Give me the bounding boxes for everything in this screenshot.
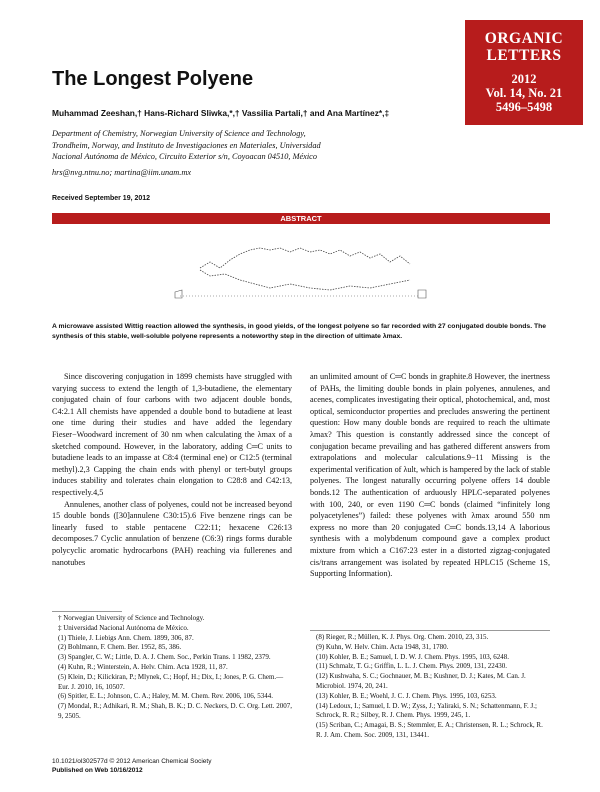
footnote: † Norwegian University of Science and Technology. (58, 614, 205, 622)
affiliation-line: Department of Chemistry, Norwegian University of Science and Technology, (52, 129, 306, 138)
footnote: ‡ Universidad Nacional Autónoma de México. (58, 623, 189, 632)
footnote: (11) Schmalz, T. G.; Griffin, L. L. J. Chem. Phys. 2009, 131, 22430. (316, 662, 508, 671)
journal-year: 2012 (511, 72, 537, 86)
contact-emails: hrs@nvg.ntnu.no; martina@iim.unam.mx (52, 168, 192, 177)
footnotes-right (316, 633, 550, 741)
footnote: (3) Spangler, C. W.; Little, D. A. J. Chem. Soc., Perkin Trans. 1 1982, 2379. (58, 653, 271, 662)
polyene-structure-graphic (170, 230, 430, 300)
footnote: (2) Bohlmann, F. Chem. Ber. 1952, 85, 386. (58, 643, 182, 652)
footnote: (7) Mondal, R.; Adhikari, R. M.; Shah, B. K.; D. C. Neckers, D. C. Org. Lett. 2007, 9, 2505. (58, 702, 292, 720)
received-date: Received September 19, 2012 (52, 195, 151, 202)
footnotes-left (58, 614, 292, 722)
page-footer (52, 757, 211, 775)
article-title: The Longest Polyene (52, 68, 254, 90)
footnote: (10) Kohler, B. E.; Samuel, I. D. W. J. Chem. Phys. 1995, 103, 6248. (316, 652, 509, 661)
abstract-heading: ABSTRACT (52, 213, 550, 224)
journal-volume: Vol. 14, No. 21 (485, 86, 563, 100)
footnote-divider (310, 630, 550, 631)
footnote-divider (52, 611, 122, 612)
journal-pages: 5496–5498 (495, 100, 553, 114)
footnote: (13) Kohler, B. E.; Woehl, J. C. J. Chem. Phys. 1995, 103, 6253. (316, 691, 497, 700)
footnote: (1) Thiele, J. Liebigs Ann. Chem. 1899, 306, 87. (58, 633, 194, 642)
body-paragraph: Since discovering conjugation in 1899 chemists have struggled with varying success to extend the length of 1,3-butadiene, the elementary conjugated chain of four carbons with two adjacent double bonds, C4:2.1 All chemists have appended a double bond to butadiene at least one time during their studies and have added the legendary Fieser−Woodward increment of 30 nm when calculating the λmax of a sketched compound. However, in the laboratory, adding C═C units to butadiene leads to an impasse at C8:4 (terminal ene) or C12:5 (terminal methyl).2,3 Capping the chain ends with phenyl or tert-butyl groups induces stability and tolerates chain elongation to C28:8 and C42:13, respectively.4,5 (52, 372, 292, 497)
abstract-text: A microwave assisted Wittig reaction allowed the synthesis, in good yields, of the longest polyene so far recorded with 27 conjugated double bonds. The synthesis of this stable, well-soluble polyene represents a noteworthy step in the direction of ultimate λmax. (52, 323, 547, 340)
body-column-left (52, 371, 292, 568)
affiliation-line: Nacional Autónoma de México, Circuito Exterior s/n, Coyoacan 04510, México (52, 152, 317, 161)
footnote: (5) Klein, D.; Kilickiran, P.; Mlynek, C.; Hopf, H.; Dix, I.; Jones, P. G. Chem.—Eur. J. 2010, 16, 10507. (58, 672, 284, 691)
footnote: (9) Kuhn, W. Helv. Chim. Acta 1948, 31, 1780. (316, 642, 449, 651)
footnote: (14) Ledoux, I.; Samuel, I. D. W.; Zyss, J.; Yaliraki, S. N.; Schattenmann, F. J.; Schrock, R. R.; Silbey, R. J. Chem. Phys. 1999, 245, 1. (316, 701, 537, 720)
author-list: Muhammad Zeeshan,† Hans-Richard Sliwka,*,† Vassilia Partali,† and Ana Martínez*,‡ (52, 108, 390, 118)
body-paragraph: Annulenes, another class of polyenes, could not be increased beyond 15 double bonds ([30]annulene C30:15).6 Five benzene rings can be linearly fused to stable pentacene C22:11; hexacene C26:13 decomposes.7 Cyclic annulation of benzene (C6:3) rings forms durable polycyclic aromatic hydrocarbons (PAH) reaching via fullerenes and nanotubes (52, 499, 292, 567)
footnote: (4) Kuhn, R.; Winterstein, A. Helv. Chim. Acta 1928, 11, 87. (58, 662, 228, 671)
published-date: Published on Web 10/16/2012 (52, 767, 143, 774)
doi-copyright: 10.1021/ol302577d © 2012 American Chemical Society (52, 758, 212, 765)
body-paragraph: an unlimited amount of C═C bonds in graphite.8 However, the inertness of PAHs, the limiting double bonds in plain polyenes, annulenes, and acenes, complicates investigating their optical, photochemical, and, most optical, semiconductor properties and precludes answering the pertinent question: How many double bonds are required to reach the ultimate λmax? This question is constantly addressed since the concept of conjugation became prevailing and has gathered different answers from extrapolations and molecular calculations.9−11 Missing is the experimental verification of λult, which is hampered by the lack of stable polyenes. The longest naturally occurring polyene offers 14 double bonds.12 The authentication of arduously HPLC-separated polyenes with 100, 240, or even 1190 C═C bonds (claimed “infinitely long polyacetylenes”) failed: these polyenes with λmax around 550 nm express no more than 20 conjugated C═C bonds.13,14 A laborious synthesis with a molybdenum compound gave a complex product mixture from which a C167:23 ester in a distorted zigzag-conjugated cis/trans arrangement was isolated by repeated HPLC15 (Scheme 1S, Supporting Information). (310, 372, 550, 579)
affiliations (52, 128, 402, 163)
journal-name-line2: LETTERS (486, 47, 562, 64)
footnote: (6) Spitler, E. L.; Johnson, C. A.; Haley, M. M. Chem. Rev. 2006, 106, 5344. (58, 692, 274, 701)
footnote: (12) Kushwaha, S. C.; Gochnauer, M. B.; Kushner, D. J.; Kates, M. Can. J. Microbiol. 1974, 20, 241. (316, 672, 526, 690)
journal-name-line1: ORGANIC (484, 30, 564, 47)
journal-badge (465, 20, 583, 125)
footnote: (15) Scriban, C.; Amagai, B. S.; Stemmler, E. A.; Christensen, R. L.; Schrock, R. R. J. Am. Chem. Soc. 2009, 131, 13441. (316, 721, 543, 739)
body-column-right (310, 371, 550, 580)
footnote: (8) Rieger, R.; Müllen, K. J. Phys. Org. Chem. 2010, 23, 315. (316, 633, 489, 641)
affiliation-line: Trondheim, Norway, and Instituto de Investigaciones en Materiales, Universidad (52, 140, 321, 150)
